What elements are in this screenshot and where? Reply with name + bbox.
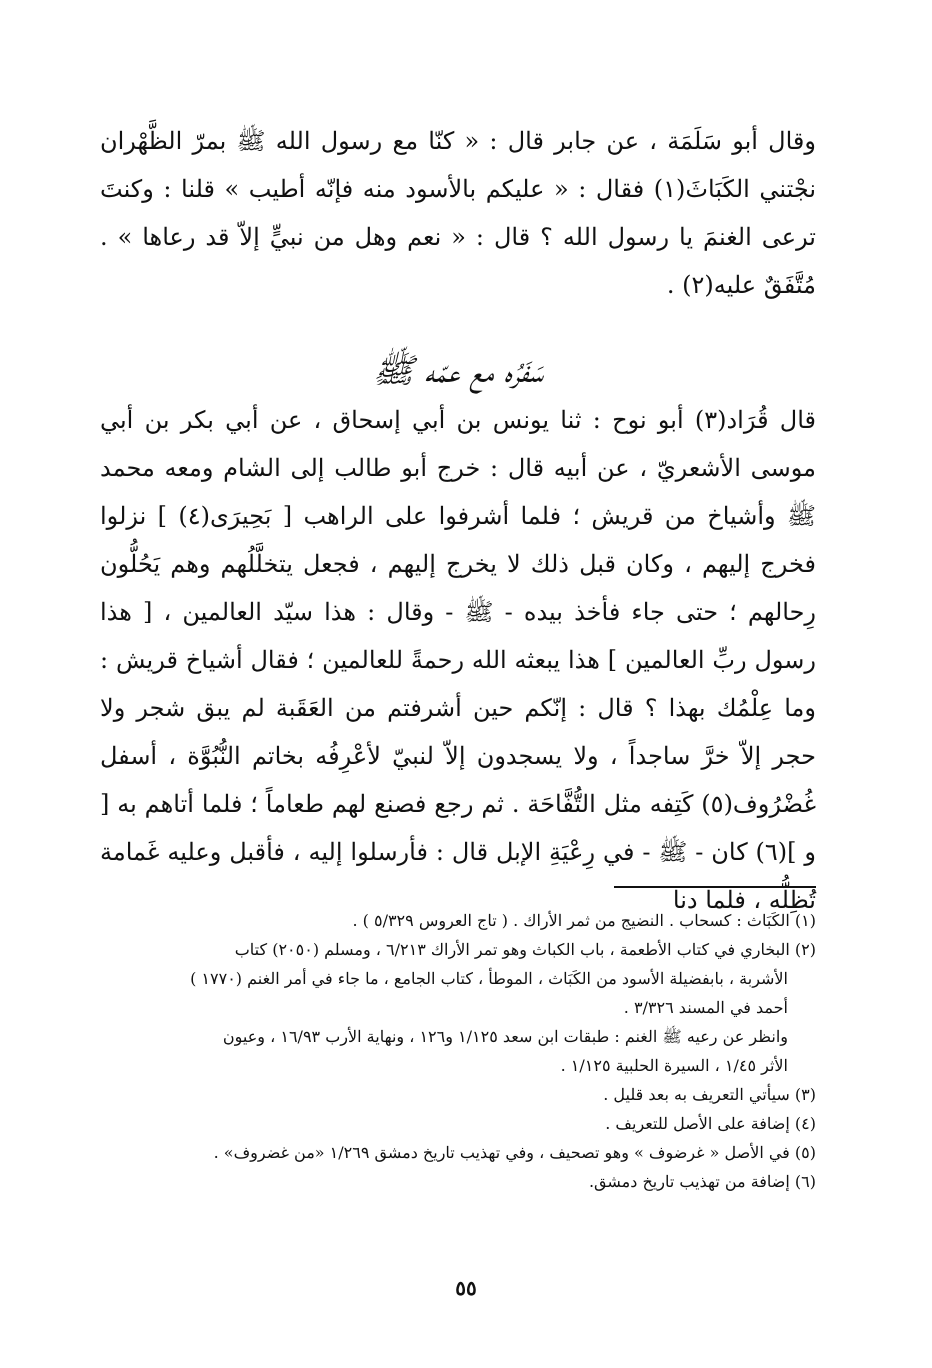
footnote-2: (٢) البخاري في كتاب الأطعمة ، باب الكباث وهو تمر الأراك ٦/٢١٣ ، ومسلم (٢٠٥٠) كتاب	[234, 940, 816, 959]
footnote-2-note-1: وانظر عن رعيه ﷺ الغنم : طبقات ابن سعد ١/١٢٥ و١٢٦ ، ونهاية الأرب ١٦/٩٣ ، وعيون	[222, 1027, 788, 1046]
footnote-6: (٦) إضافة من تهذيب تاريخ دمشق.	[588, 1172, 816, 1191]
footnote-2-continuation-2: أحمد في المسند ٣/٣٢٦ .	[623, 998, 788, 1017]
footnote-4: (٤) إضافة على الأصل للتعريف .	[605, 1114, 816, 1133]
paragraph-1: وقال أبو سَلَمَة ، عن جابر قال : « كنّا مع رسول الله ﷺ بمرّ الظَّهْران نجْتني الكَبَاثَ(١) فقال : « عليكم بالأسود منه فإنّه أطيب » قلنا : وكنتَ ترعى الغنمَ يا رسول الله ؟ قال : « نعم وهل من نبيٍّ إلاّ قد رعاها » . مُتَّفَقٌ عليه(٢) .	[100, 127, 817, 299]
page-number: ٥٥	[455, 1276, 477, 1300]
footnote-2-continuation-1: الأشربة ، بابفضيلة الأسود من الكَبَاث ، الموطأ ، كتاب الجامع ، ما جاء في أمر الغنم (١٧٧٠ )	[190, 969, 788, 988]
footnote-3: (٣) سيأتي التعريف به بعد قليل .	[603, 1085, 816, 1104]
section-heading: سَفَرُه مع عمّه ﷺ	[372, 351, 544, 391]
footnote-divider	[614, 886, 816, 888]
footnote-1: (١) الكَبَاث : كسحاب . النضيج من ثمر الأراك . ( تاج العروس ٥/٣٢٩ ) .	[352, 911, 816, 930]
footnote-2-note-2: الأثر ١/٤٥ ، السيرة الحلبية ١/١٢٥ .	[560, 1056, 788, 1075]
footnotes	[100, 906, 816, 1196]
footnote-5: (٥) في الأصل « غرضوف » وهو تصحيف ، وفي تهذيب تاريخ دمشق ١/٢٦٩ «من غضروف» .	[213, 1143, 816, 1162]
paragraph-2: قال قُرَاد(٣) أبو نوح : ثنا يونس بن أبي إسحاق ، عن أبي بكر بن أبي موسى الأشعريّ ، عن أبيه قال : خرج أبو طالب إلى الشام ومعه محمد ﷺ وأشياخ من قريش ؛ فلما أشرفوا على الراهب [ بَحِيرَى(٤) ] نزلوا فخرج إليهم ، وكان قبل ذلك لا يخرج إليهم ، فجعل يتخلَّلُهم وهم يَحُلُّون رِحالهم ؛ حتى جاء فأخذ بيده - ﷺ - وقال : هذا سيّد العالمين ، [ هذا رسول ربِّ العالمين ] هذا يبعثه الله رحمةً للعالمين ؛ فقال أشياخ قريش : وما عِلْمُك بهذا ؟ قال : إنّكم حين أشرفتم من العَقَبة لم يبق شجر ولا حجر إلاّ خرَّ ساجداً ، ولا يسجدون إلاّ لنبيّ لأعْرِفُه بخاتم النُّبُوَّة ، أسفل غُضْرُوف(٥) كَتِفه مثل التُّفَّاحَة . ثم رجع فصنع لهم طعاماً ؛ فلما أتاهم به [ و ](٦) كان - ﷺ - في رِعْيَةِ الإبل قال : فأرسلوا إليه ، فأقبل وعليه غَمامة تُظِلُّه ، فلما دنا	[100, 406, 816, 914]
